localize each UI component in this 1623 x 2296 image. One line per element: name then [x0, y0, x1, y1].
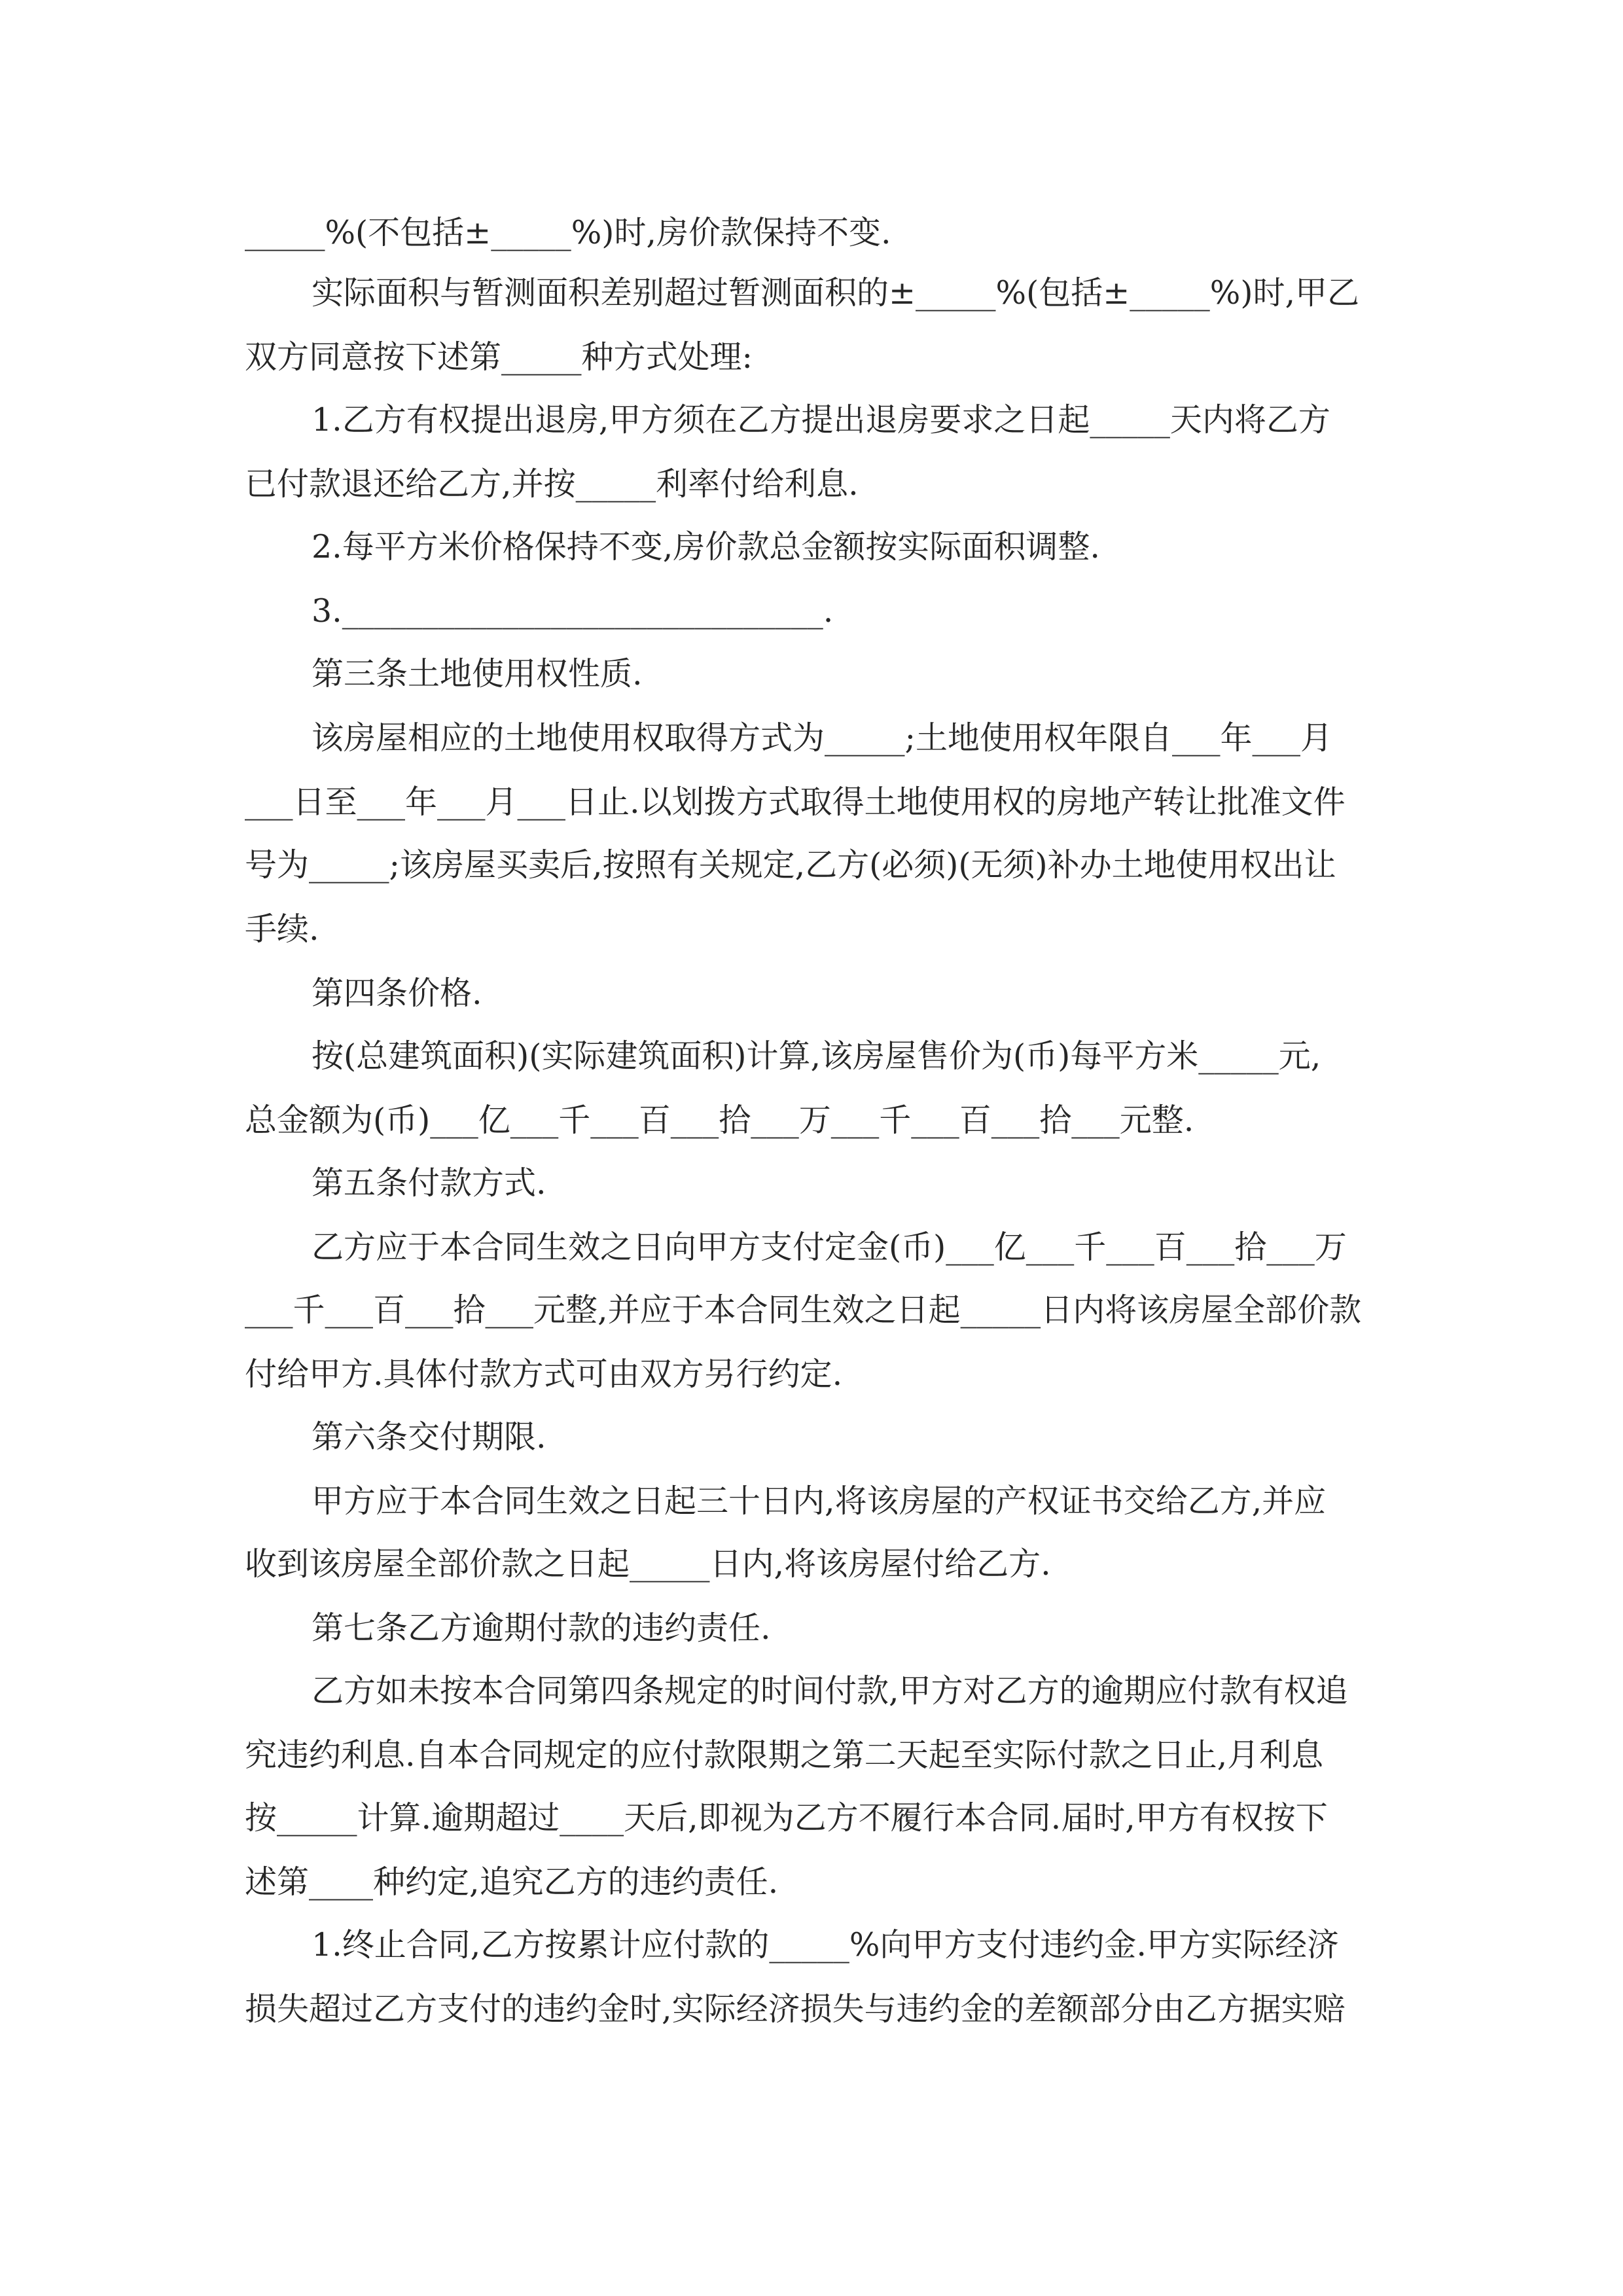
text-line: 手续. [245, 910, 319, 948]
text-line: 乙方应于本合同生效之日向甲方支付定金(币)___亿___千___百___拾___万 [312, 1229, 1347, 1266]
text-line: 已付款退还给乙方,并按_____利率付给利息. [245, 465, 859, 503]
text-line: 乙方如未按本合同第四条规定的时间付款,甲方对乙方的逾期应付款有权追 [312, 1672, 1348, 1710]
text-line: 双方同意按下述第_____种方式处理: [245, 338, 753, 376]
text-line: 述第____种约定,追究乙方的违约责任. [245, 1863, 779, 1901]
text-line: 1.乙方有权提出退房,甲方须在乙方提出退房要求之日起_____天内将乙方 [312, 401, 1330, 439]
text-line: 该房屋相应的土地使用权取得方式为_____;土地使用权年限自___年___月 [312, 719, 1333, 757]
text-line: 收到该房屋全部价款之日起_____日内,将该房屋付给乙方. [245, 1545, 1051, 1583]
text-line: 究违约利息.自本合同规定的应付款限期之第二天起至实际付款之日止,月利息 [245, 1736, 1324, 1774]
text-line: 号为_____;该房屋买卖后,按照有关规定,乙方(必须)(无须)补办土地使用权出让 [245, 846, 1336, 884]
text-line: 3.______________________________. [312, 592, 834, 630]
section-heading: 第七条乙方逾期付款的违约责任. [312, 1609, 771, 1647]
text-line: _____%(不包括±_____%)时,房价款保持不变. [245, 214, 891, 251]
section-heading: 第六条交付期限. [312, 1418, 546, 1456]
section-heading: 第四条价格. [312, 975, 482, 1012]
text-line: 总金额为(币)___亿___千___百___拾___万___千___百___拾___元整. [245, 1102, 1194, 1139]
text-line: 2.每平方米价格保持不变,房价款总金额按实际面积调整. [312, 528, 1100, 565]
text-line: ___千___百___拾___元整,并应于本合同生效之日起_____日内将该房屋全部价款 [245, 1291, 1362, 1329]
section-heading: 第三条土地使用权性质. [312, 655, 643, 692]
text-line: ___日至___年___月___日止.以划拨方式取得土地使用权的房地产转让批准文件 [245, 783, 1346, 821]
text-line: 按_____计算.逾期超过____天后,即视为乙方不履行本合同.届时,甲方有权按下 [245, 1799, 1328, 1837]
text-line: 甲方应于本合同生效之日起三十日内,将该房屋的产权证书交给乙方,并应 [312, 1482, 1327, 1520]
section-heading: 第五条付款方式. [312, 1164, 546, 1202]
text-line: 付给甲方.具体付款方式可由双方另行约定. [245, 1355, 843, 1393]
text-line: 按(总建筑面积)(实际建筑面积)计算,该房屋售价为(币)每平方米_____元, [312, 1037, 1321, 1075]
text-line: 损失超过乙方支付的违约金时,实际经济损失与违约金的差额部分由乙方据实赔 [245, 1990, 1346, 2028]
text-line: 1.终止合同,乙方按累计应付款的_____%向甲方支付违约金.甲方实际经济 [312, 1926, 1339, 1964]
text-line: 实际面积与暂测面积差别超过暂测面积的±_____%(包括±_____%)时,甲乙 [312, 274, 1360, 312]
